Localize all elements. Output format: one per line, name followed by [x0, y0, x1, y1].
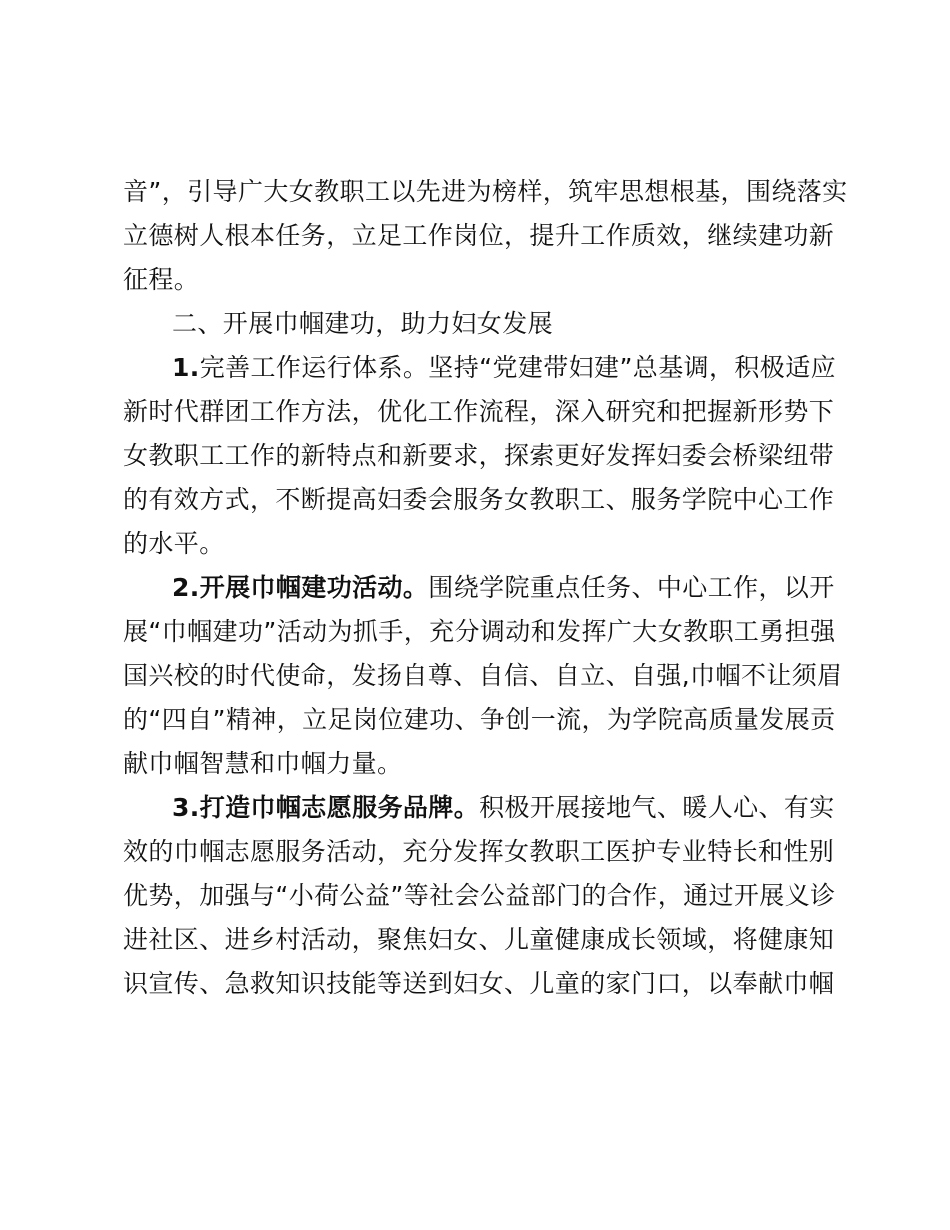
- paragraph-line: 的水平。: [123, 529, 225, 558]
- paragraph-line: 音”，引导广大女教职工以先进为榜样，筑牢思想根基，围绕落实: [123, 177, 848, 206]
- paragraph-line: 献巾帼智慧和巾帼力量。: [123, 749, 403, 778]
- item-3-first-line: [172, 793, 835, 823]
- item-3-text: 积极开展接地气、暖人心、有实: [479, 793, 835, 822]
- paragraph-line: 女教职工工作的新特点和新要求，探索更好发挥妇委会桥梁纽带: [123, 441, 835, 470]
- section-heading: 二、开展巾帼建功，助力妇女发展: [172, 309, 554, 338]
- item-1-number: 1.: [172, 353, 200, 382]
- paragraph-line: 的“四自”精神，立足岗位建功、争创一流，为学院高质量发展贡: [123, 705, 836, 734]
- item-1-text: 完善工作运行体系。坚持“党建带妇建”总基调，积极适应: [199, 353, 837, 382]
- paragraph-line: 立德树人根本任务，立足工作岗位，提升工作质效，继续建功新: [123, 221, 835, 250]
- paragraph-line: 效的巾帼志愿服务活动，充分发挥女教职工医护专业特长和性别: [123, 837, 835, 866]
- paragraph-line: 优势，加强与“小荷公益”等社会公益部门的合作，通过开展义诊: [123, 881, 836, 910]
- paragraph-line: 的有效方式，不断提高妇委会服务女教职工、服务学院中心工作: [123, 485, 835, 514]
- item-1-first-line: [172, 353, 836, 383]
- paragraph-line: 新时代群团工作方法，优化工作流程，深入研究和把握新形势下: [123, 397, 835, 426]
- paragraph-line: 展“巾帼建功”活动为抓手，充分调动和发挥广大女教职工勇担强: [123, 617, 836, 646]
- paragraph-line: 国兴校的时代使命，发扬自尊、自信、自立、自强,巾帼不让须眉: [123, 661, 843, 690]
- item-2-text: 围绕学院重点任务、中心工作，以开: [428, 573, 835, 602]
- paragraph-line: 识宣传、急救知识技能等送到妇女、儿童的家门口，以奉献巾帼: [123, 969, 835, 998]
- item-2-title: 2.开展巾帼建功活动。: [172, 573, 429, 602]
- paragraph-line: 征程。: [123, 265, 200, 294]
- item-2-first-line: [172, 573, 835, 603]
- paragraph-line: 进社区、进乡村活动，聚焦妇女、儿童健康成长领域，将健康知: [123, 925, 835, 954]
- item-3-title: 3.打造巾帼志愿服务品牌。: [172, 793, 480, 822]
